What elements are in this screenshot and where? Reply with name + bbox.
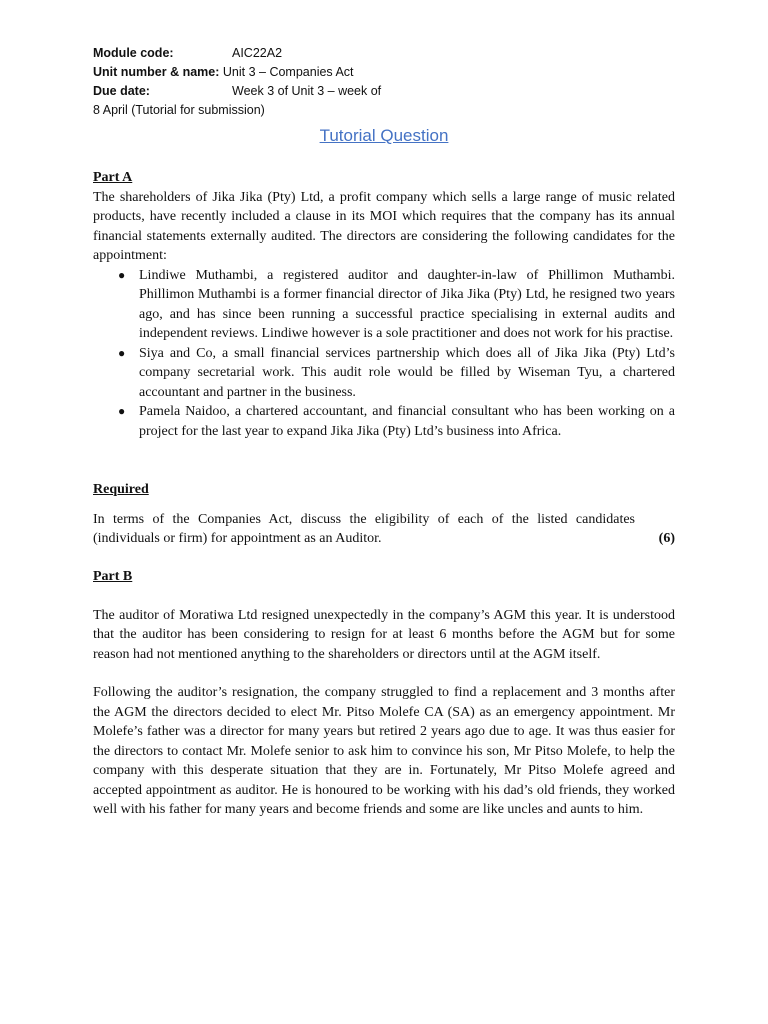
required-question xyxy=(93,510,675,549)
module-code-value: AIC22A2 xyxy=(232,46,283,60)
part-b-section xyxy=(93,567,675,820)
page-title xyxy=(0,125,768,147)
candidate-text: Pamela Naidoo, a chartered accountant, and financial consultant who has been working on a project for the last year to expand Jika Jika (Pty) Ltd’s business into Africa. xyxy=(139,404,675,439)
candidate-list xyxy=(93,266,675,442)
bullet-icon: ● xyxy=(118,345,126,360)
unit-row xyxy=(93,63,413,82)
module-code-row xyxy=(93,44,413,63)
due-date-value-continued: 8 April (Tutorial for submission) xyxy=(93,103,265,117)
list-item xyxy=(93,344,675,403)
part-a-intro: The shareholders of Jika Jika (Pty) Ltd, a profit company which sells a large range of music related products, have recently included a clause in its MOI which requires that the company has its annual financial statements externally audited. The directors are considering the following candidates for the appointment: xyxy=(93,189,675,263)
due-date-row xyxy=(93,82,413,101)
page-title-text: Tutorial Question xyxy=(319,126,449,145)
due-date-value: Week 3 of Unit 3 – week of xyxy=(232,84,382,98)
candidate-text: Lindiwe Muthambi, a registered auditor and daughter-in-law of Phillimon Muthambi. Phillimon Muthambi is a former financial director of Jika Jika (Pty) Ltd, he resigned two years ago, and has since been running a successful practice specialising in external audits and independent reviews. Lindiwe however is a sole practitioner and does not work for his practise. xyxy=(139,267,675,341)
candidate-text: Siya and Co, a small financial services partnership which does all of Jika Jika (Pty) Ltd’s company secretarial work. This audit role would be filled by Wiseman Tyu, a chartered accountant and partner in the business. xyxy=(139,345,675,400)
marks-badge: (6) xyxy=(658,531,675,546)
bullet-icon: ● xyxy=(118,267,126,282)
list-item xyxy=(93,266,675,344)
list-item xyxy=(93,402,675,441)
part-b-paragraph-2: Following the auditor’s resignation, the company struggled to find a replacement and 3 months after the AGM the directors decided to elect Mr. Pitso Molefe CA (SA) as an emergency appointment. Mr Molefe’s father was a director for many years but retired 2 years ago due to age. It was thus easier for the directors to contact Mr. Molefe senior to ask him to convince his son, Mr Pitso Molefe, to help the company with this desperate situation that they are in. Fortunately, Mr Pitso Molefe agreed and accepted appointment as auditor. He is honoured to be working with his dad’s old friends, they worked well with his father for many years and become friends and some are like uncles and aunts to him. xyxy=(93,685,675,817)
part-b-heading: Part B xyxy=(93,569,133,584)
due-date-row-continued xyxy=(93,101,413,120)
part-a-heading: Part A xyxy=(93,170,133,185)
required-heading: Required xyxy=(93,482,149,497)
due-date-label: Due date: xyxy=(93,84,150,98)
required-text: In terms of the Companies Act, discuss the eligibility of each of the listed candidates (individuals or firm) for appointment as an Auditor. xyxy=(93,511,635,546)
unit-value: Unit 3 – Companies Act xyxy=(222,65,354,79)
module-code-label: Module code: xyxy=(93,46,174,60)
required-section xyxy=(93,480,675,549)
bullet-icon: ● xyxy=(118,404,126,418)
unit-label: Unit number & name: xyxy=(93,65,220,79)
part-a-section xyxy=(93,168,675,441)
document-header xyxy=(93,44,413,120)
part-b-paragraph-1: The auditor of Moratiwa Ltd resigned unexpectedly in the company’s AGM this year. It is understood that the auditor has been considering to resign for at least 6 months before the AGM but for some reason had not mentioned anything to the shareholders or directors until at the AGM itself. xyxy=(93,607,675,662)
